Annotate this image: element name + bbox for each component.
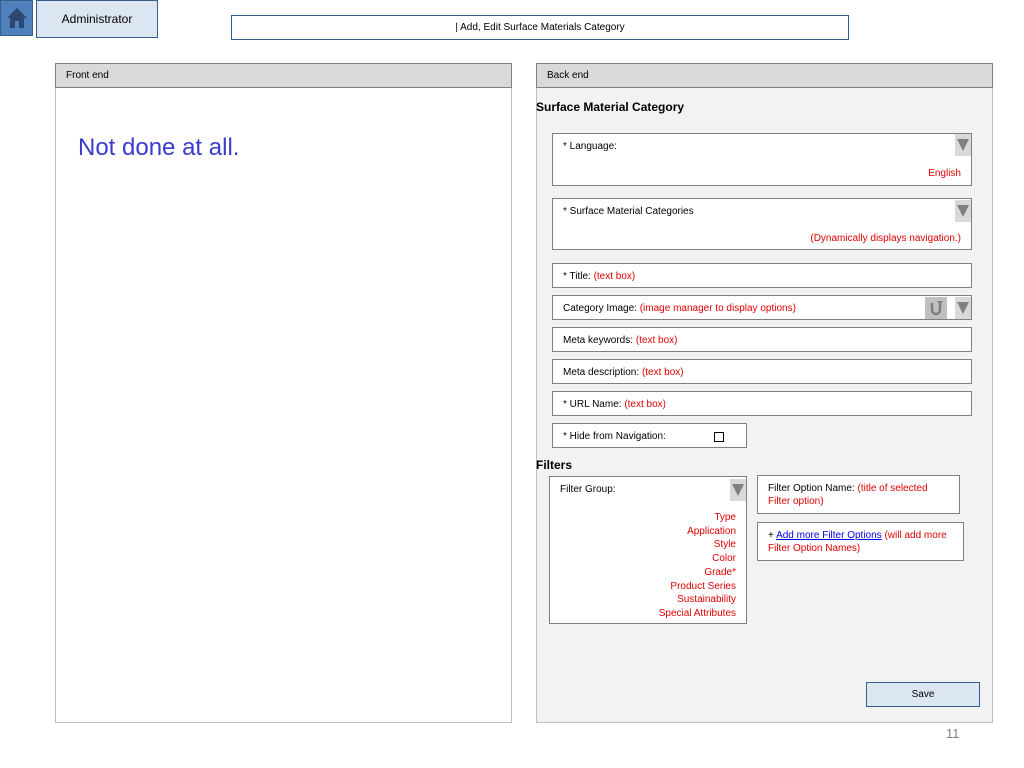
- language-value: English: [928, 168, 961, 179]
- chevron-down-icon[interactable]: [955, 200, 971, 222]
- filter-option[interactable]: Color: [712, 553, 736, 565]
- front-end-panel: [55, 88, 512, 723]
- category-image-label: [563, 303, 796, 314]
- section-title-filters: Filters: [536, 458, 573, 472]
- meta-description-label: [563, 367, 684, 378]
- meta-keywords-placeholder: (text box): [635, 335, 678, 346]
- filter-group-label: Filter Group:: [560, 484, 616, 495]
- filter-option-name-note: (title of selected Filter option): [768, 483, 928, 507]
- administrator-tab[interactable]: Administrator: [36, 0, 158, 38]
- title-field[interactable]: [552, 263, 972, 288]
- section-title-surface-material-category: Surface Material Category: [536, 100, 685, 114]
- categories-select[interactable]: [552, 198, 972, 250]
- hide-from-navigation-field: [552, 423, 747, 448]
- language-select[interactable]: [552, 133, 972, 186]
- url-name-label-text: * URL Name:: [563, 399, 625, 410]
- title-label: [563, 271, 635, 282]
- category-image-label-text: Category Image:: [563, 303, 640, 314]
- categories-value: (Dynamically displays navigation.): [810, 233, 961, 244]
- hide-from-navigation-checkbox[interactable]: [714, 432, 724, 442]
- back-end-header: Back end: [536, 63, 993, 88]
- url-name-label: [563, 399, 666, 410]
- filter-option-name-label: Filter Option Name:: [768, 483, 858, 494]
- url-name-placeholder: (text box): [624, 399, 667, 410]
- categories-label: * Surface Material Categories: [563, 206, 694, 217]
- title-label-text: * Title:: [563, 271, 594, 282]
- hide-from-navigation-label: * Hide from Navigation:: [563, 431, 666, 442]
- meta-keywords-field[interactable]: [552, 327, 972, 352]
- add-more-prefix: +: [768, 530, 777, 541]
- save-button[interactable]: Save: [866, 682, 980, 707]
- filter-option[interactable]: Grade*: [704, 566, 736, 578]
- chevron-down-icon[interactable]: [955, 134, 971, 156]
- category-image-field[interactable]: [552, 295, 972, 320]
- url-name-field[interactable]: [552, 391, 972, 416]
- meta-description-placeholder: (text box): [641, 367, 684, 378]
- page-title: | Add, Edit Surface Materials Category: [231, 15, 849, 40]
- meta-description-label-text: Meta description:: [563, 367, 642, 378]
- filter-option-name-field[interactable]: [757, 475, 960, 514]
- home-button[interactable]: [0, 0, 33, 36]
- category-image-placeholder: (image manager to display options): [639, 303, 796, 314]
- meta-keywords-label-text: Meta keywords:: [563, 335, 636, 346]
- filter-option[interactable]: Special Attributes: [658, 607, 736, 619]
- filter-group-select[interactable]: [549, 476, 747, 624]
- chevron-down-icon[interactable]: [955, 297, 971, 319]
- filter-option[interactable]: Application: [687, 525, 736, 537]
- title-placeholder: (text box): [593, 271, 636, 282]
- add-more-note: (will add more Filter Option Names): [768, 530, 947, 554]
- filter-option[interactable]: Sustainability: [677, 594, 736, 606]
- meta-description-field[interactable]: [552, 359, 972, 384]
- filter-option[interactable]: Style: [713, 539, 736, 551]
- front-end-header: Front end: [55, 63, 512, 88]
- home-icon: [6, 6, 28, 30]
- add-more-filter-options-box: [757, 522, 964, 561]
- filter-option[interactable]: Type: [714, 512, 736, 523]
- meta-keywords-label: [563, 335, 678, 346]
- undo-icon[interactable]: [925, 297, 947, 319]
- page-number: 11: [946, 726, 960, 741]
- add-more-filter-options-link[interactable]: Add more Filter Options: [776, 530, 882, 541]
- filter-group-options: [659, 511, 736, 621]
- chevron-down-icon[interactable]: [730, 479, 746, 501]
- filter-option[interactable]: Product Series: [670, 580, 736, 592]
- language-label: * Language:: [563, 141, 617, 152]
- front-end-message: Not done at all.: [78, 134, 240, 161]
